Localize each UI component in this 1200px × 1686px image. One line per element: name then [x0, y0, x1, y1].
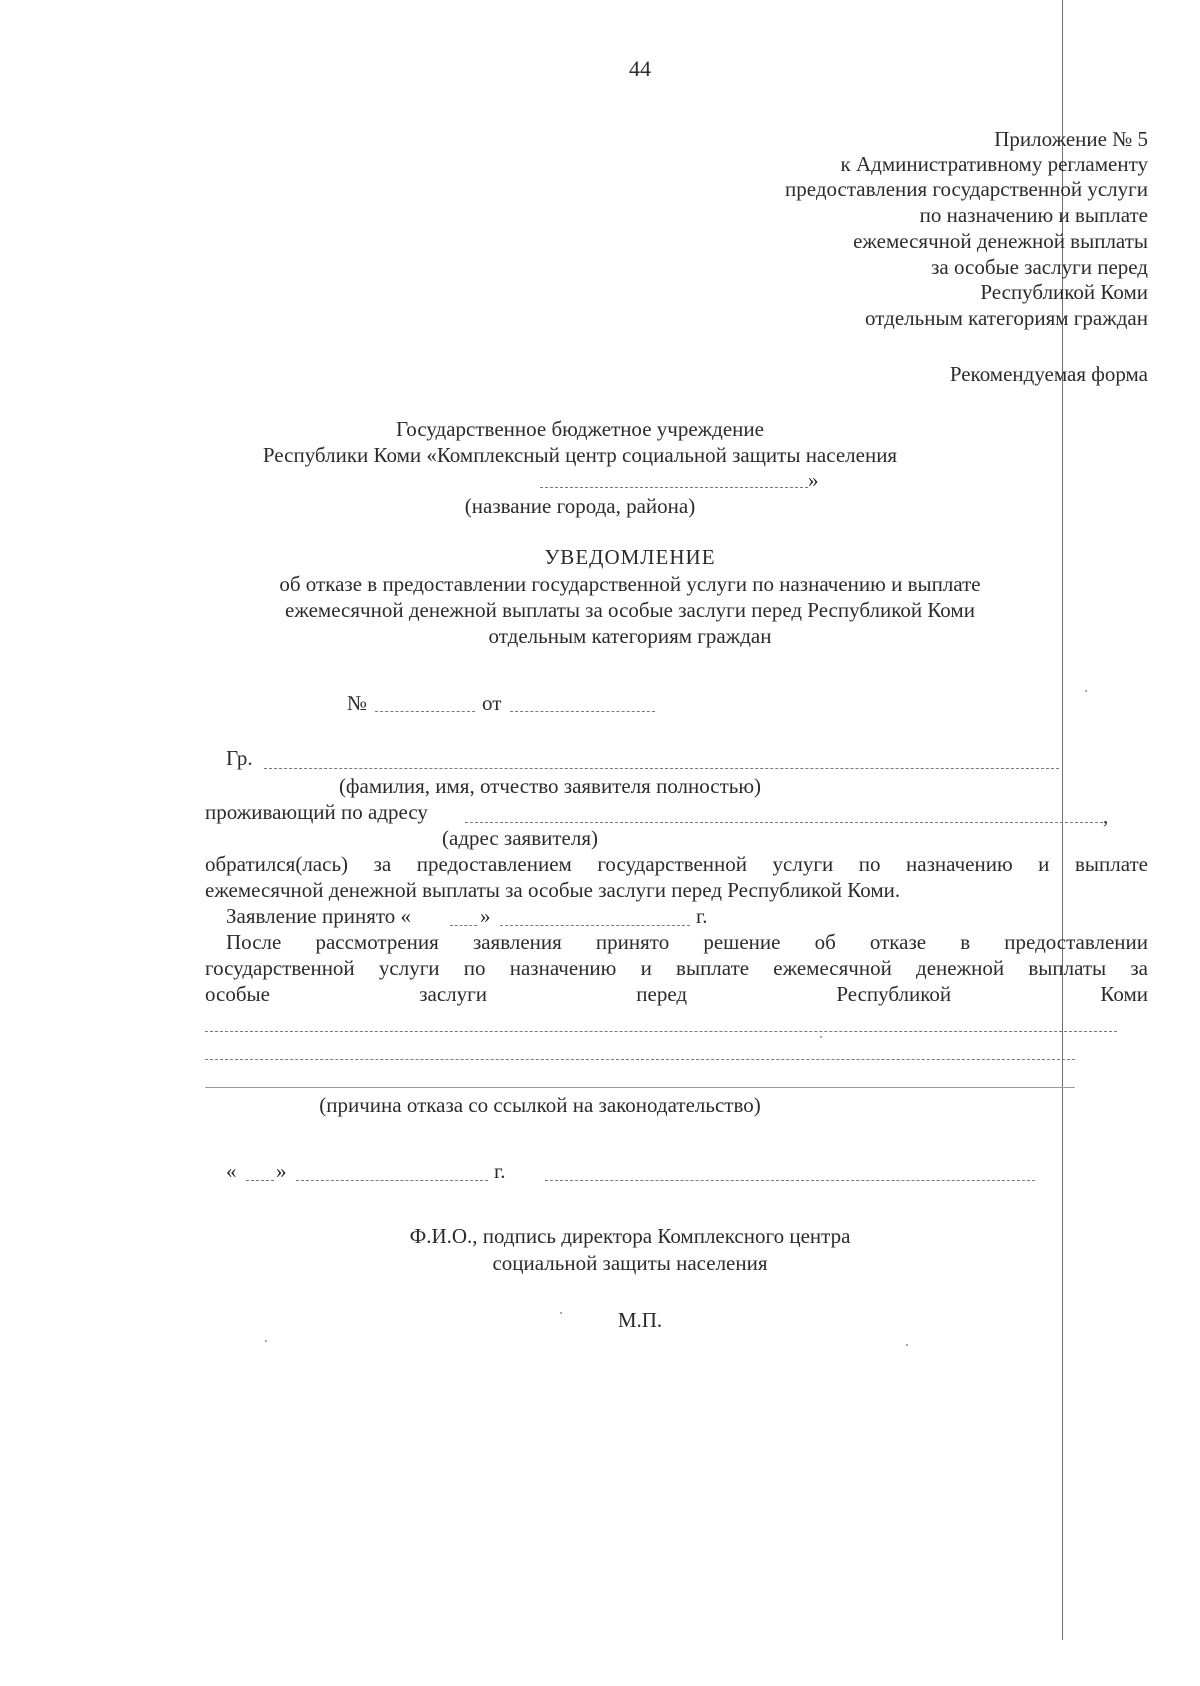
word: Республикой — [836, 982, 952, 1006]
word: выплате — [1074, 852, 1148, 876]
word: за — [1130, 956, 1148, 980]
scan-speck — [560, 1312, 562, 1314]
word: и — [1038, 852, 1050, 876]
word: назначению — [509, 956, 617, 980]
word: и — [640, 956, 652, 980]
notice-subtitle-line1: об отказе в предоставлении государственной услуги по назначению и выплате — [279, 572, 981, 596]
city-caption: (название города, района) — [464, 494, 696, 518]
page-number: 44 — [629, 56, 651, 81]
institution-line1: Государственное бюджетное учреждение — [396, 417, 764, 441]
applied-line2: ежемесячной денежной выплаты за особые заслуги перед Республикой Коми. — [205, 878, 901, 902]
sign-year-suffix: г. — [494, 1159, 506, 1183]
city-blank[interactable] — [540, 487, 808, 488]
appendix-line: Республикой Коми — [980, 280, 1148, 304]
word: обратился(лась) — [205, 852, 349, 876]
applicant-name-caption: (фамилия, имя, отчество заявителя полностью) — [338, 774, 762, 798]
received-day-field[interactable] — [450, 925, 477, 926]
notice-heading: УВЕДОМЛЕНИЕ — [544, 545, 716, 569]
appendix-line: по назначению и выплате — [919, 203, 1148, 227]
recommended-form-label: Рекомендуемая форма — [949, 362, 1148, 386]
word: заявления — [472, 930, 562, 954]
appendix-line: отдельным категориям граждан — [865, 306, 1148, 330]
word: ежемесячной — [773, 956, 892, 980]
sign-date-open: « — [226, 1159, 237, 1183]
sign-day-field[interactable] — [246, 1180, 274, 1181]
word: рассмотрения — [315, 930, 439, 954]
applicant-address-field[interactable] — [465, 822, 1103, 823]
applicant-name-field[interactable] — [264, 768, 1059, 769]
appendix-line: ежемесячной денежной выплаты — [853, 229, 1148, 253]
word: Коми — [1100, 982, 1148, 1006]
word: выплаты — [1028, 956, 1107, 980]
received-month-field[interactable] — [500, 925, 690, 926]
received-close-quote: » — [480, 904, 491, 928]
signature-field[interactable] — [545, 1180, 1035, 1181]
word: назначению — [906, 852, 1013, 876]
appendix-line: за особые заслуги перед — [931, 255, 1148, 279]
number-label: № — [347, 691, 368, 715]
word: денежной — [916, 956, 1005, 980]
notice-subtitle-line2: ежемесячной денежной выплаты за особые заслуги перед Республикой Коми — [285, 598, 975, 622]
word: в — [960, 930, 971, 954]
word: решение — [703, 930, 781, 954]
appendix-line: Приложение № 5 — [994, 127, 1148, 151]
signature-caption-line2: социальной защиты населения — [492, 1251, 768, 1275]
word: предоставлением — [416, 852, 572, 876]
reason-field-line3[interactable] — [205, 1087, 1075, 1088]
residing-label: проживающий по адресу — [205, 800, 428, 824]
sign-month-field[interactable] — [296, 1180, 488, 1181]
stamp-place-label: М.П. — [617, 1308, 663, 1332]
word: предоставлении — [1004, 930, 1148, 954]
scan-speck — [1085, 690, 1087, 692]
reason-field-line1[interactable] — [205, 1031, 1117, 1032]
applied-line1 — [205, 851, 1148, 877]
number-field[interactable] — [375, 711, 475, 712]
decision-line1 — [226, 929, 1148, 955]
word: отказе — [869, 930, 927, 954]
word: После — [226, 930, 282, 954]
decision-line2 — [205, 955, 1148, 981]
word: по — [463, 956, 486, 980]
word: принято — [595, 930, 670, 954]
appendix-line: предоставления государственной услуги — [785, 177, 1148, 201]
word: об — [814, 930, 836, 954]
received-label: Заявление принято « — [226, 904, 412, 928]
decision-line3 — [205, 981, 1148, 1007]
reason-field-line2[interactable] — [205, 1059, 1075, 1060]
date-field[interactable] — [510, 711, 655, 712]
word: по — [858, 852, 881, 876]
citizen-prefix: Гр. — [226, 746, 253, 770]
from-label: от — [482, 691, 502, 715]
institution-line2: Республики Коми «Комплексный центр социальной защиты населения — [262, 443, 898, 467]
notice-subtitle-line3: отдельным категориям граждан — [488, 624, 772, 648]
word: государственной — [205, 956, 355, 980]
appendix-line: к Административному регламенту — [840, 152, 1148, 176]
scan-speck — [820, 1036, 822, 1038]
signature-caption-line1: Ф.И.О., подпись директора Комплексного центра — [409, 1224, 851, 1248]
scan-speck — [906, 1344, 908, 1346]
reason-caption: (причина отказа со ссылкой на законодательство) — [319, 1093, 761, 1117]
word: государственной — [597, 852, 748, 876]
sign-date-close: » — [276, 1159, 287, 1183]
institution-close-quote: » — [808, 468, 819, 492]
address-comma: , — [1103, 804, 1109, 828]
address-caption: (адрес заявителя) — [442, 826, 598, 850]
word: выплате — [676, 956, 750, 980]
word: за — [373, 852, 392, 876]
word: услуги — [378, 956, 440, 980]
word: особые — [205, 982, 270, 1006]
word: услуги — [772, 852, 834, 876]
word: заслуги — [419, 982, 488, 1006]
received-year-suffix: г. — [696, 904, 708, 928]
word: перед — [636, 982, 688, 1006]
scan-speck — [265, 1340, 267, 1342]
